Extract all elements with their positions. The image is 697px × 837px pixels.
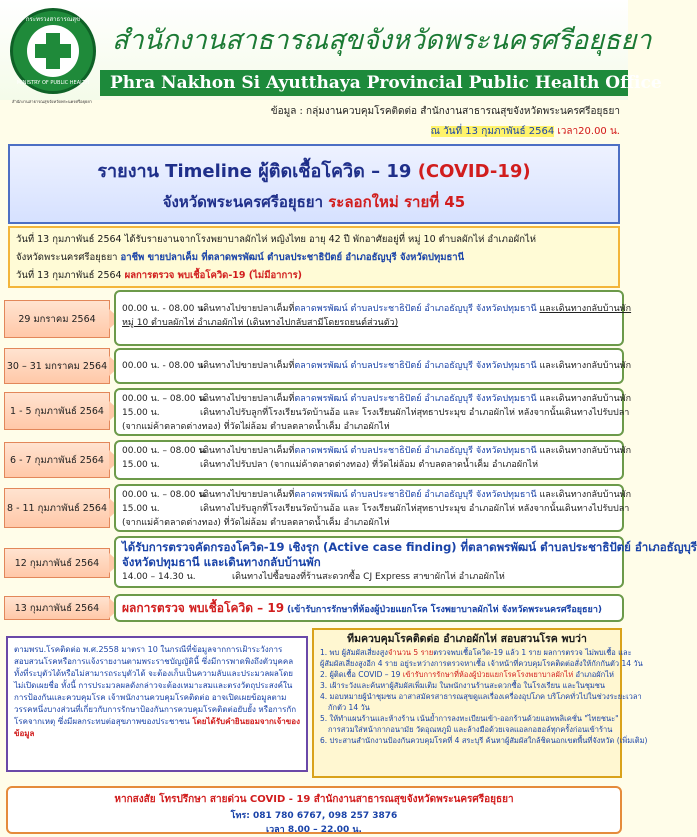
timeline-event <box>114 290 632 346</box>
report-date-text: ณ วันที่ 13 กุมภาพันธ์ 2564 <box>430 126 555 137</box>
thai-office-title: สำนักงานสาธารณสุขจังหวัดพระนครศรีอยุธยา <box>112 25 652 56</box>
event-text: ได้รับการตรวจคัดกรองโควิด-19 เชิงรุก (Active case finding) ที่ตลาดพรพัฒน์ ตำบลประชาธิปัตย์ อำเภอธัญบุรี <box>122 540 697 554</box>
event-text-line3: (จากแม่ค้าตลาดต่างทอง) ที่วัดไผ่ล้อม ตำบลตลาดน้ำเค็ม อำเภอผักไห่ <box>122 422 390 432</box>
summary-line-3 <box>16 268 616 283</box>
event-text-end: และเดินทางกลับบ้านพัก <box>539 304 632 314</box>
summary-province: จังหวัดพระนครศรีอยุธยา <box>16 252 118 263</box>
event-text-end: และเดินทางกลับบ้านพัก <box>539 361 632 371</box>
measure-item: 4. มอบหมายผู้นำชุมชน อาสาสมัครสาธารณสุขดูแลเรื่องเครื่องอุปโภค บริโภคทั่วไปในช่วงระยะเวลา <box>320 692 642 701</box>
event-text: เดินทางไปขายปลาเค็มที่ <box>200 304 295 314</box>
measure-item: 1. พบ ผู้สัมผัสเสี่ยงสูงจำนวน 5 รายตรวจพบเชื้อโควิด-19 แล้ว 1 ราย ผลการตรวจ ไม่พบเชื้อ และ <box>320 648 632 657</box>
data-source: ข้อมูล : กลุ่มงานควบคุมโรคติดต่อ สำนักงานสาธารณสุขจังหวัดพระนครศรีอยุธยา <box>270 106 620 117</box>
event-place: ตลาดพรพัฒน์ ตำบลประชาธิปัตย์ อำเภอธัญบุรี จังหวัดปทุมธานี <box>294 490 537 500</box>
event-time: 00.00 น. - 08.00 น. <box>122 361 207 371</box>
timeline-event <box>114 348 632 384</box>
event-text-line3: (จากแม่ค้าตลาดต่างทอง) ที่วัดไผ่ล้อม ตำบลตลาดน้ำเค็ม อำเภอผักไห่ <box>122 518 390 528</box>
measure-item: การสวมใส่หน้ากากอนามัย วัดอุณหภูมิ และล้างมือด้วยเจลแอลกอฮอล์ทุกครั้งก่อนเข้าร้าน <box>328 725 613 734</box>
event-text: เดินทางไปขายปลาเค็มที่ <box>200 394 295 404</box>
event-place: ตลาดพรพัฒน์ ตำบลประชาธิปัตย์ อำเภอธัญบุรี จังหวัดปทุมธานี <box>294 446 537 456</box>
event-time-2: 15.00 น. <box>122 504 160 514</box>
timeline-date-tag: 29 มกราคม 2564 <box>4 300 110 338</box>
hotline-phone[interactable]: โทร: 081 780 6767, 098 257 3876 <box>230 811 398 821</box>
measure-item: ผู้สัมผัสเสี่ยงสูงอีก 4 ราย อยู่ระหว่างการตรวจหาเชื้อ เจ้าหน้าที่ควบคุมโรคติดต่อสั่งให้กักกันตัว 14 วัน <box>320 659 643 668</box>
summary-test-result: ผลการตรวจ พบเชื้อโควิด-19 (ไม่มีอาการ) <box>124 270 303 281</box>
legal-notice-consent: โดยได้รับคำยินยอมจากเจ้าของข้อมูล <box>14 717 300 738</box>
event-text: เดินทางไปขายปลาเค็มที่ <box>200 490 295 500</box>
legal-notice-box <box>6 636 308 772</box>
report-time-text: เวลา20.00 น. <box>557 126 620 137</box>
timeline-event <box>114 536 697 588</box>
summary-test-date: วันที่ 13 กุมภาพันธ์ 2564 <box>16 270 122 281</box>
event-text-line2: หมู่ 10 ตำบลผักไห่ อำเภอผักไห่ (เดินทางไปกลับสามีโดยรถยนต์ส่วนตัว) <box>122 318 399 328</box>
legal-notice-text: ตามพรบ.โรคติดต่อ พ.ศ.2558 มาตรา 10 ในกรณีที่ข้อมูลจากการเฝ้าระวังการสอบสวนโรคหรือการแจ้งรายงานตามพระราชบัญญัตินี้ ซึ่งมีการพาดพิงถึงตัวบุคคลทั้งที่ระบุตัวได้หรือไม่สามารถระบุตัวได้ จะต้องเก็บเป็นความลับและประมวลผลโดยไม่เปิดเผยชื่อ ทั้งนี้ การประมวลผลดังกล่าวจะต้องเหมาะสมและตรงวัตถุประสงค์ในการป้องกันและควบคุมโรค เจ้าพนักงานควบคุมโรคติดต่อ อาจเปิดเผยข้อมูลตามวรรคหนึ่งบางส่วนที่เกี่ยวกับการรักษาป้องกันการควบคุมโรคติดต่อยับยั้ง หรือการกักโรคจากเหตุ ซึ่งมีผลกระทบต่อสุขภาพของประชาชน <box>14 645 297 726</box>
event-place: ตลาดพรพัฒน์ ตำบลประชาธิปัตย์ อำเภอธัญบุรี จังหวัดปทุมธานี <box>294 394 537 404</box>
event-text-line2: เดินทางไปรับลูกที่โรงเรียนวัดบ้านอ้อ และ โรงเรียนผักไห่สุทธาประมุข อำเภอผักไห่ หลังจากนั้นเดินทางไปรับปลา <box>200 504 630 514</box>
event-text-end: และเดินทางกลับบ้านพัก <box>539 446 632 456</box>
logo-caption: สำนักงานสาธารณสุขจังหวัดพระนครศรีอยุธยา <box>12 99 92 104</box>
summary-occupation: อาชีพ ขายปลาเค็ม ที่ตลาดพรพัฒน์ ตำบลประชาธิปัตย์ อำเภอธัญบุรี จังหวัดปทุมธานี <box>120 252 465 263</box>
timeline-date-tag: 8 - 11 กุมภาพันธ์ 2564 <box>4 488 110 528</box>
report-title <box>8 156 620 185</box>
measure-item: 6. ประสานสำนักงานป้องกันควบคุมโรคที่ 4 สระบุรี ค้นหาผู้สัมผัสใกล้ชิดนอกเขตพื้นที่จังหวัด (เพิ่มเติม) <box>320 736 648 745</box>
report-subtitle-case: ระลอกใหม่ รายที่ 45 <box>328 193 466 211</box>
timeline-date-tag: 6 - 7 กุมภาพันธ์ 2564 <box>4 442 110 478</box>
report-date <box>300 124 620 139</box>
summary-line-1: วันที่ 13 กุมภาพันธ์ 2564 ได้รับรายงานจากโรงพยาบาลผักไห่ หญิงไทย อายุ 42 ปี พักอาศัยอยู่ที่ หมู่ 10 ตำบลผักไห่ อำเภอผักไห่ <box>16 234 536 245</box>
control-measures-box <box>312 628 648 778</box>
hotline-title: หากสงสัย โทรปรึกษา สายด่วน COVID - 19 สำนักงานสาธารณสุขจังหวัดพระนครศรีอยุธยา <box>114 794 514 805</box>
report-subtitle-province: จังหวัดพระนครศรีอยุธยา <box>162 193 324 211</box>
event-text-end: และเดินทางกลับบ้านพัก <box>539 394 632 404</box>
event-text-end: และเดินทางกลับบ้านพัก <box>539 490 632 500</box>
event-result: ผลการตรวจ พบเชื้อโควิด – 19 <box>122 601 285 615</box>
measure-item: 5. ให้ทำแผนร้านและห้างร้าน เน้นย้ำการลงทะเบียนเข้า-ออกร้านด้วยแอพพลิเคชั่น "ไทยชนะ" <box>320 714 619 723</box>
event-time: 00.00 น. – 08.00 น. <box>122 394 208 404</box>
event-time: 00.00 น. – 08.00 น. <box>122 490 208 500</box>
event-time-2: 15.00 น. <box>122 460 160 470</box>
event-time: 00.00 น. – 08.00 น. <box>122 446 208 456</box>
timeline-event <box>114 484 632 532</box>
event-place: ตลาดพรพัฒน์ ตำบลประชาธิปัตย์ อำเภอธัญบุรี จังหวัดปทุมธานี <box>294 361 537 371</box>
report-subtitle <box>8 190 620 214</box>
measure-item: 2. ผู้ติดเชื้อ COVID – 19 เข้ารับการรักษาที่ห้องผู้ป่วยแยกโรคโรงพยาบาลผักไห่ อำเภอผักไห่ <box>320 670 614 679</box>
event-text: เดินทางไปขายปลาเค็มที่ <box>200 361 295 371</box>
measures-title: ทีมควบคุมโรคติดต่อ อำเภอผักไห่ สอบสวนโรค พบว่า <box>347 633 587 645</box>
timeline-date-tag: 12 กุมภาพันธ์ 2564 <box>4 548 110 578</box>
event-text-line2: จังหวัดปทุมธานี และเดินทางกลับบ้านพัก <box>122 555 321 569</box>
event-text-line2: เดินทางไปรับปลา (จากแม่ค้าตลาดต่างทอง) ที่วัดไผ่ล้อม ตำบลตลาดน้ำเค็ม อำเภอผักไห่ <box>200 460 539 470</box>
report-title-main: รายงาน Timeline ผู้ติดเชื้อโควิด – 19 <box>97 161 412 182</box>
timeline-date-tag: 30 – 31 มกราคม 2564 <box>4 348 110 384</box>
timeline-date-tag: 13 กุมภาพันธ์ 2564 <box>4 596 110 620</box>
logo-ring-bottom-text: MINISTRY OF PUBLIC HEALTH <box>16 80 90 86</box>
event-time: 14.00 – 14.30 น. <box>122 572 196 582</box>
event-time: 00.00 น. - 08.00 น. <box>122 304 207 314</box>
event-text-line2: เดินทางไปรับลูกที่โรงเรียนวัดบ้านอ้อ และ โรงเรียนผักไห่สุทธาประมุข อำเภอผักไห่ หลังจากนั้นเดินทางไปรับปลา <box>200 408 630 418</box>
summary-line-2 <box>16 250 616 265</box>
event-time-2: 15.00 น. <box>122 408 160 418</box>
event-text: เดินทางไปขายปลาเค็มที่ <box>200 446 295 456</box>
event-text: (เข้ารับการรักษาที่ห้องผู้ป่วยแยกโรค โรงพยาบาลผักไห่ จังหวัดพระนครศรีอยุธยา) <box>286 605 602 615</box>
timeline-event <box>114 388 632 436</box>
measure-item: กักตัว 14 วัน <box>328 703 370 712</box>
timeline-event <box>114 594 624 622</box>
report-title-covid: (COVID-19) <box>417 161 531 182</box>
hotline-hours: เวลา 8.00 – 22.00 น. <box>266 825 362 835</box>
event-text-line3: เดินทางไปซื้อของที่ร้านสะดวกซื้อ CJ Express สาขาผักไห่ อำเภอผักไห่ <box>232 572 505 582</box>
english-office-title: Phra Nakhon Si Ayutthaya Provincial Public Health Office <box>110 73 662 93</box>
timeline-date-tag: 1 - 5 กุมภาพันธ์ 2564 <box>4 392 110 430</box>
logo-ring-top-text: กระทรวงสาธารณสุข <box>25 16 81 23</box>
timeline-event <box>114 440 632 480</box>
event-place: ตลาดพรพัฒน์ ตำบลประชาธิปัตย์ อำเภอธัญบุรี จังหวัดปทุมธานี <box>294 304 537 314</box>
measure-item: 3. เฝ้าระวังและค้นหาผู้สัมผัสเพิ่มเติม ในพนักงานร้านสะดวกซื้อ ในโรงเรียน และในชุมชน <box>320 681 605 690</box>
